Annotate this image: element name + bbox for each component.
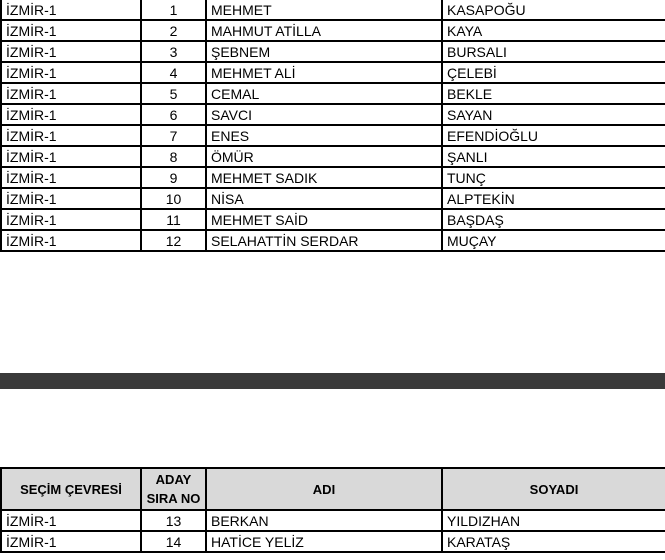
table-row — [1, 531, 665, 552]
cell-secim-cevresi: İZMİR-1 — [1, 146, 141, 167]
cell-adi: BERKAN — [206, 510, 442, 531]
cell-aday-sira-no: 3 — [141, 41, 206, 62]
cell-soyadi: TUNÇ — [442, 167, 665, 188]
cell-soyadi: BEKLE — [442, 83, 665, 104]
cell-adi: MAHMUT ATİLLA — [206, 20, 442, 41]
cell-adi: HATİCE YELİZ — [206, 531, 442, 552]
cell-adi: NİSA — [206, 188, 442, 209]
cell-soyadi: EFENDİOĞLU — [442, 125, 665, 146]
cell-aday-sira-no: 12 — [141, 230, 206, 251]
cell-aday-sira-no: 14 — [141, 531, 206, 552]
cell-soyadi: MUÇAY — [442, 230, 665, 251]
cell-secim-cevresi: İZMİR-1 — [1, 83, 141, 104]
cell-adi: MEHMET ALİ — [206, 62, 442, 83]
table-row — [1, 230, 665, 251]
cell-aday-sira-no: 11 — [141, 209, 206, 230]
table-row — [1, 167, 665, 188]
table-header-row — [1, 468, 665, 510]
section-divider — [0, 373, 665, 389]
cell-secim-cevresi: İZMİR-1 — [1, 20, 141, 41]
cell-secim-cevresi: İZMİR-1 — [1, 41, 141, 62]
candidate-table-top-body — [1, 0, 665, 251]
header-aday-line2: SIRA NO — [146, 491, 201, 506]
cell-soyadi: YILDIZHAN — [442, 510, 665, 531]
cell-secim-cevresi: İZMİR-1 — [1, 62, 141, 83]
table-row — [1, 209, 665, 230]
cell-soyadi: ÇELEBİ — [442, 62, 665, 83]
cell-secim-cevresi: İZMİR-1 — [1, 230, 141, 251]
cell-secim-cevresi: İZMİR-1 — [1, 531, 141, 552]
cell-soyadi: KAYA — [442, 20, 665, 41]
cell-secim-cevresi: İZMİR-1 — [1, 510, 141, 531]
cell-secim-cevresi: İZMİR-1 — [1, 167, 141, 188]
cell-soyadi: KARATAŞ — [442, 531, 665, 552]
cell-adi: SELAHATTİN SERDAR — [206, 230, 442, 251]
cell-adi: ŞEBNEM — [206, 41, 442, 62]
cell-soyadi: SAYAN — [442, 104, 665, 125]
candidate-table-bottom — [0, 467, 665, 553]
cell-soyadi: ALPTEKİN — [442, 188, 665, 209]
cell-aday-sira-no: 5 — [141, 83, 206, 104]
cell-aday-sira-no: 7 — [141, 125, 206, 146]
table-row — [1, 62, 665, 83]
candidate-table-bottom-body — [1, 510, 665, 552]
header-adi: ADI — [206, 468, 442, 510]
header-soyadi: SOYADI — [442, 468, 665, 510]
header-secim-cevresi: SEÇİM ÇEVRESİ — [1, 468, 141, 510]
header-aday-sira-no — [141, 468, 206, 510]
cell-secim-cevresi: İZMİR-1 — [1, 104, 141, 125]
table-row — [1, 83, 665, 104]
cell-secim-cevresi: İZMİR-1 — [1, 188, 141, 209]
candidate-table-top — [0, 0, 665, 252]
cell-soyadi: BAŞDAŞ — [442, 209, 665, 230]
cell-secim-cevresi: İZMİR-1 — [1, 209, 141, 230]
cell-aday-sira-no: 1 — [141, 0, 206, 20]
cell-secim-cevresi: İZMİR-1 — [1, 125, 141, 146]
cell-aday-sira-no: 13 — [141, 510, 206, 531]
table-row — [1, 41, 665, 62]
cell-aday-sira-no: 8 — [141, 146, 206, 167]
cell-soyadi: KASAPOĞU — [442, 0, 665, 20]
cell-aday-sira-no: 2 — [141, 20, 206, 41]
cell-aday-sira-no: 4 — [141, 62, 206, 83]
cell-soyadi: BURSALI — [442, 41, 665, 62]
cell-secim-cevresi: İZMİR-1 — [1, 0, 141, 20]
cell-adi: MEHMET SADIK — [206, 167, 442, 188]
cell-aday-sira-no: 6 — [141, 104, 206, 125]
cell-adi: ÖMÜR — [206, 146, 442, 167]
table-row — [1, 188, 665, 209]
cell-adi: MEHMET SAİD — [206, 209, 442, 230]
header-aday-line1: ADAY — [155, 472, 192, 487]
table-row — [1, 104, 665, 125]
cell-soyadi: ŞANLI — [442, 146, 665, 167]
table-row — [1, 0, 665, 20]
cell-aday-sira-no: 10 — [141, 188, 206, 209]
table-row — [1, 125, 665, 146]
cell-adi: ENES — [206, 125, 442, 146]
table-row — [1, 146, 665, 167]
cell-adi: MEHMET — [206, 0, 442, 20]
cell-adi: CEMAL — [206, 83, 442, 104]
cell-adi: SAVCI — [206, 104, 442, 125]
table-row — [1, 510, 665, 531]
cell-aday-sira-no: 9 — [141, 167, 206, 188]
table-row — [1, 20, 665, 41]
